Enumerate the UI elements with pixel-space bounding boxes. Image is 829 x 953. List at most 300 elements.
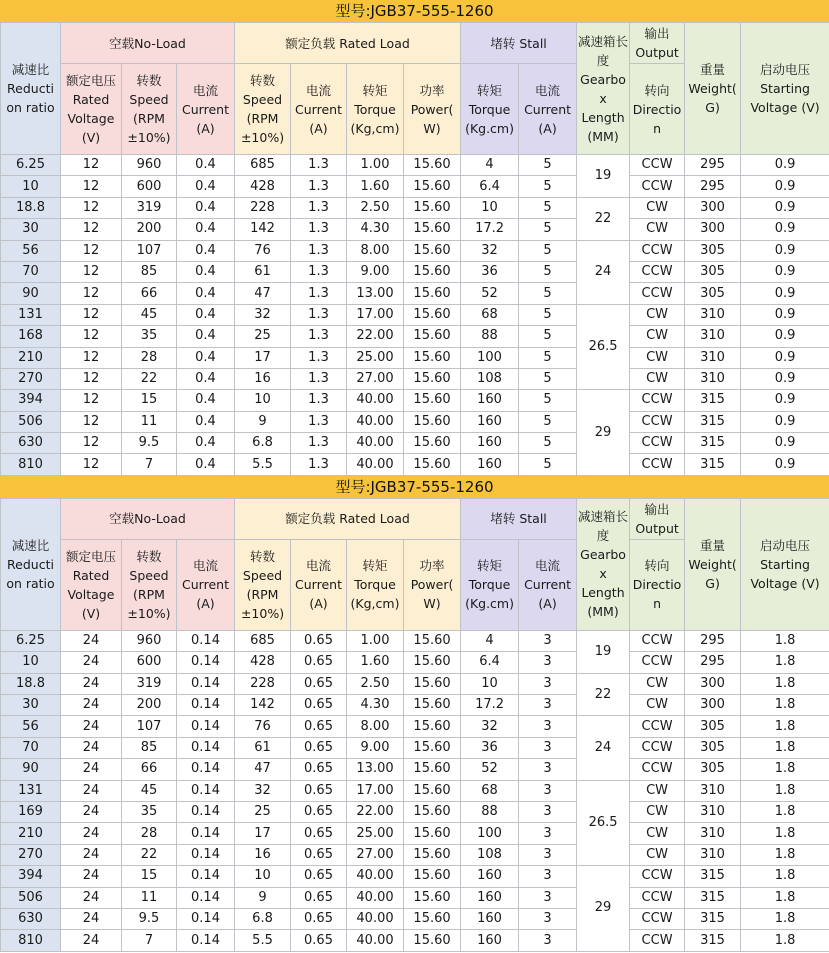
header-stall-current: 电流 Current (A) [519,539,577,630]
cell-rated-power: 15.60 [404,823,461,844]
cell-starting-voltage: 1.8 [741,866,829,887]
cell-starting-voltage: 0.9 [741,197,829,218]
cell-no-load-current: 0.4 [177,219,235,240]
cell-rated-speed: 685 [235,630,291,651]
cell-rated-voltage: 24 [61,652,122,673]
header-no-load: 空载No-Load [61,498,235,539]
cell-rated-torque: 4.30 [347,219,404,240]
table-row [1,197,829,218]
cell-rated-power: 15.60 [404,844,461,865]
cell-rated-voltage: 12 [61,219,122,240]
cell-rated-torque: 2.50 [347,673,404,694]
cell-stall-torque: 88 [461,801,519,822]
cell-rated-speed: 61 [235,737,291,758]
cell-no-load-speed: 45 [122,304,177,325]
cell-rated-torque: 25.00 [347,823,404,844]
cell-stall-torque: 52 [461,759,519,780]
cell-weight: 295 [685,176,741,197]
cell-rated-current: 0.65 [291,759,347,780]
cell-stall-current: 3 [519,823,577,844]
cell-direction: CW [630,801,685,822]
cell-weight: 310 [685,844,741,865]
cell-ratio: 131 [1,304,61,325]
cell-rated-speed: 25 [235,801,291,822]
cell-rated-power: 15.60 [404,454,461,475]
cell-starting-voltage: 0.9 [741,219,829,240]
cell-rated-power: 15.60 [404,347,461,368]
cell-stall-torque: 10 [461,197,519,218]
spec-table-body [1,155,829,476]
cell-rated-current: 0.65 [291,780,347,801]
cell-rated-current: 1.3 [291,368,347,389]
cell-no-load-current: 0.14 [177,866,235,887]
cell-rated-torque: 1.60 [347,176,404,197]
header-rated-voltage: 额定电压Rated Voltage (V) [61,64,122,155]
cell-stall-torque: 10 [461,673,519,694]
cell-rated-speed: 16 [235,844,291,865]
cell-stall-torque: 100 [461,347,519,368]
cell-ratio: 270 [1,844,61,865]
cell-ratio: 10 [1,652,61,673]
cell-direction: CCW [630,261,685,282]
cell-gearbox-length: 19 [577,155,630,198]
cell-rated-torque: 1.60 [347,652,404,673]
cell-ratio: 394 [1,866,61,887]
cell-rated-current: 1.3 [291,155,347,176]
cell-rated-voltage: 24 [61,930,122,951]
cell-no-load-current: 0.4 [177,283,235,304]
cell-starting-voltage: 1.8 [741,673,829,694]
cell-stall-torque: 88 [461,326,519,347]
cell-rated-current: 0.65 [291,737,347,758]
cell-rated-voltage: 12 [61,347,122,368]
cell-no-load-speed: 200 [122,219,177,240]
cell-no-load-speed: 22 [122,368,177,389]
model-title: 型号:JGB37-555-1260 [0,0,829,22]
cell-stall-torque: 4 [461,155,519,176]
cell-rated-torque: 40.00 [347,866,404,887]
cell-weight: 300 [685,673,741,694]
cell-rated-voltage: 12 [61,261,122,282]
cell-no-load-current: 0.14 [177,844,235,865]
cell-stall-current: 5 [519,304,577,325]
cell-stall-current: 5 [519,411,577,432]
header-rated-speed: 转数 Speed (RPM ±10%) [235,64,291,155]
cell-rated-torque: 1.00 [347,630,404,651]
cell-direction: CW [630,673,685,694]
cell-rated-speed: 47 [235,283,291,304]
cell-ratio: 6.25 [1,630,61,651]
header-starting-voltage: 启动电压 Starting Voltage (V) [741,498,829,630]
cell-rated-speed: 428 [235,176,291,197]
cell-starting-voltage: 0.9 [741,454,829,475]
cell-stall-current: 3 [519,801,577,822]
cell-rated-current: 1.3 [291,197,347,218]
cell-stall-torque: 17.2 [461,695,519,716]
cell-rated-voltage: 24 [61,866,122,887]
cell-stall-current: 3 [519,780,577,801]
cell-stall-current: 5 [519,368,577,389]
cell-rated-voltage: 12 [61,326,122,347]
cell-no-load-current: 0.4 [177,261,235,282]
cell-rated-torque: 27.00 [347,368,404,389]
cell-weight: 310 [685,780,741,801]
cell-stall-torque: 160 [461,930,519,951]
cell-starting-voltage: 1.8 [741,630,829,651]
table-row [1,801,829,822]
cell-rated-power: 15.60 [404,887,461,908]
cell-stall-current: 3 [519,716,577,737]
table-row [1,780,829,801]
cell-no-load-current: 0.4 [177,240,235,261]
cell-starting-voltage: 0.9 [741,368,829,389]
cell-rated-voltage: 12 [61,155,122,176]
cell-stall-current: 3 [519,887,577,908]
cell-no-load-current: 0.14 [177,930,235,951]
cell-rated-torque: 13.00 [347,759,404,780]
cell-rated-power: 15.60 [404,304,461,325]
cell-no-load-speed: 22 [122,844,177,865]
cell-rated-power: 15.60 [404,780,461,801]
cell-rated-voltage: 24 [61,780,122,801]
cell-direction: CW [630,219,685,240]
cell-rated-power: 15.60 [404,390,461,411]
cell-no-load-speed: 600 [122,652,177,673]
cell-no-load-speed: 9.5 [122,433,177,454]
cell-weight: 295 [685,652,741,673]
table-row [1,155,829,176]
cell-rated-current: 0.65 [291,866,347,887]
cell-ratio: 270 [1,368,61,389]
cell-rated-speed: 228 [235,673,291,694]
cell-no-load-current: 0.14 [177,695,235,716]
table-row [1,261,829,282]
cell-rated-voltage: 12 [61,390,122,411]
cell-gearbox-length: 24 [577,716,630,780]
cell-rated-voltage: 24 [61,823,122,844]
table-row [1,737,829,758]
cell-rated-current: 1.3 [291,454,347,475]
header-output: 输出 Output [630,498,685,539]
cell-stall-torque: 160 [461,433,519,454]
table-row [1,219,829,240]
cell-rated-voltage: 12 [61,454,122,475]
cell-starting-voltage: 0.9 [741,155,829,176]
cell-weight: 295 [685,630,741,651]
cell-no-load-current: 0.14 [177,652,235,673]
header-no-load-speed: 转数 Speed (RPM ±10%) [122,539,177,630]
cell-starting-voltage: 1.8 [741,930,829,951]
cell-direction: CCW [630,652,685,673]
cell-stall-current: 3 [519,908,577,929]
cell-rated-speed: 9 [235,887,291,908]
cell-weight: 310 [685,326,741,347]
cell-starting-voltage: 0.9 [741,240,829,261]
cell-rated-voltage: 12 [61,368,122,389]
header-rated-torque: 转矩 Torque (Kg,cm) [347,64,404,155]
cell-rated-voltage: 12 [61,197,122,218]
cell-weight: 305 [685,737,741,758]
cell-starting-voltage: 0.9 [741,176,829,197]
cell-no-load-speed: 28 [122,823,177,844]
cell-gearbox-length: 26.5 [577,780,630,866]
cell-rated-current: 1.3 [291,433,347,454]
cell-no-load-current: 0.14 [177,780,235,801]
cell-ratio: 168 [1,326,61,347]
cell-direction: CCW [630,887,685,908]
cell-stall-torque: 4 [461,630,519,651]
cell-no-load-speed: 200 [122,695,177,716]
cell-ratio: 810 [1,454,61,475]
cell-ratio: 18.8 [1,197,61,218]
cell-rated-current: 0.65 [291,844,347,865]
header-direction: 转向 Directio n [630,539,685,630]
header-weight: 重量 Weight( G) [685,23,741,155]
spec-table-body [1,630,829,951]
cell-rated-torque: 2.50 [347,197,404,218]
cell-ratio: 131 [1,780,61,801]
cell-no-load-speed: 85 [122,261,177,282]
cell-stall-torque: 160 [461,411,519,432]
cell-rated-torque: 22.00 [347,326,404,347]
cell-stall-current: 3 [519,759,577,780]
cell-no-load-speed: 960 [122,630,177,651]
cell-starting-voltage: 0.9 [741,261,829,282]
header-rated-speed: 转数 Speed (RPM ±10%) [235,539,291,630]
cell-ratio: 394 [1,390,61,411]
cell-rated-torque: 40.00 [347,908,404,929]
cell-gearbox-length: 22 [577,197,630,240]
header-rated-current: 电流 Current (A) [291,539,347,630]
cell-weight: 315 [685,908,741,929]
header-no-load-current: 电流 Current (A) [177,539,235,630]
cell-direction: CW [630,823,685,844]
cell-rated-current: 0.65 [291,716,347,737]
header-rated-load: 额定负载 Rated Load [235,23,461,64]
cell-rated-current: 0.65 [291,908,347,929]
cell-ratio: 210 [1,347,61,368]
table-row [1,695,829,716]
cell-weight: 315 [685,930,741,951]
cell-rated-power: 15.60 [404,801,461,822]
cell-stall-current: 3 [519,673,577,694]
table-row [1,347,829,368]
cell-gearbox-length: 29 [577,866,630,952]
table-row [1,240,829,261]
cell-rated-power: 15.60 [404,261,461,282]
cell-rated-voltage: 24 [61,630,122,651]
cell-no-load-current: 0.14 [177,737,235,758]
cell-rated-power: 15.60 [404,411,461,432]
cell-direction: CW [630,197,685,218]
cell-no-load-speed: 9.5 [122,908,177,929]
cell-stall-current: 5 [519,433,577,454]
cell-rated-speed: 32 [235,304,291,325]
cell-rated-current: 0.65 [291,801,347,822]
header-starting-voltage: 启动电压 Starting Voltage (V) [741,23,829,155]
cell-rated-current: 0.65 [291,823,347,844]
cell-no-load-speed: 107 [122,716,177,737]
cell-rated-speed: 6.8 [235,433,291,454]
cell-ratio: 30 [1,219,61,240]
cell-rated-speed: 5.5 [235,930,291,951]
header-direction: 转向 Directio n [630,64,685,155]
cell-rated-power: 15.60 [404,219,461,240]
cell-starting-voltage: 0.9 [741,304,829,325]
table-row [1,759,829,780]
cell-weight: 300 [685,219,741,240]
cell-weight: 315 [685,411,741,432]
cell-stall-torque: 160 [461,887,519,908]
cell-stall-current: 5 [519,197,577,218]
cell-rated-voltage: 12 [61,240,122,261]
cell-no-load-speed: 600 [122,176,177,197]
header-rated-power: 功率 Power( W) [404,539,461,630]
cell-starting-voltage: 1.8 [741,801,829,822]
cell-no-load-speed: 35 [122,326,177,347]
cell-gearbox-length: 24 [577,240,630,304]
cell-rated-voltage: 24 [61,673,122,694]
header-reduction-ratio: 减速比Reducti on ratio [1,23,61,155]
cell-stall-torque: 160 [461,908,519,929]
cell-weight: 305 [685,283,741,304]
cell-rated-speed: 32 [235,780,291,801]
cell-rated-voltage: 12 [61,433,122,454]
cell-ratio: 210 [1,823,61,844]
cell-stall-current: 5 [519,261,577,282]
cell-no-load-current: 0.4 [177,197,235,218]
cell-weight: 315 [685,887,741,908]
table-row [1,176,829,197]
cell-starting-voltage: 1.8 [741,716,829,737]
cell-direction: CCW [630,390,685,411]
cell-no-load-speed: 35 [122,801,177,822]
cell-ratio: 169 [1,801,61,822]
cell-ratio: 56 [1,716,61,737]
cell-no-load-current: 0.4 [177,326,235,347]
cell-rated-speed: 47 [235,759,291,780]
header-stall-torque: 转矩 Torque (Kg.cm) [461,539,519,630]
table-row [1,866,829,887]
cell-gearbox-length: 19 [577,630,630,673]
cell-weight: 310 [685,823,741,844]
cell-weight: 305 [685,240,741,261]
cell-starting-voltage: 1.8 [741,844,829,865]
cell-rated-torque: 4.30 [347,695,404,716]
cell-rated-current: 1.3 [291,347,347,368]
cell-weight: 305 [685,759,741,780]
cell-rated-speed: 76 [235,716,291,737]
cell-stall-torque: 32 [461,240,519,261]
cell-rated-power: 15.60 [404,368,461,389]
cell-weight: 310 [685,347,741,368]
cell-weight: 315 [685,390,741,411]
cell-rated-torque: 9.00 [347,737,404,758]
table-row [1,411,829,432]
cell-starting-voltage: 0.9 [741,390,829,411]
cell-rated-speed: 10 [235,866,291,887]
header-output: 输出 Output [630,23,685,64]
cell-stall-current: 5 [519,283,577,304]
cell-direction: CW [630,780,685,801]
cell-gearbox-length: 22 [577,673,630,716]
cell-stall-torque: 68 [461,780,519,801]
cell-stall-current: 5 [519,240,577,261]
spec-block-12v [0,0,829,476]
cell-starting-voltage: 1.8 [741,780,829,801]
cell-starting-voltage: 1.8 [741,695,829,716]
cell-rated-current: 0.65 [291,695,347,716]
cell-rated-speed: 142 [235,695,291,716]
table-row [1,887,829,908]
cell-stall-torque: 36 [461,261,519,282]
cell-no-load-current: 0.4 [177,304,235,325]
cell-rated-torque: 40.00 [347,454,404,475]
cell-rated-speed: 142 [235,219,291,240]
cell-rated-power: 15.60 [404,240,461,261]
header-no-load-speed: 转数 Speed (RPM ±10%) [122,64,177,155]
cell-no-load-current: 0.14 [177,823,235,844]
cell-direction: CCW [630,155,685,176]
table-row [1,304,829,325]
cell-rated-voltage: 24 [61,716,122,737]
cell-starting-voltage: 1.8 [741,823,829,844]
cell-no-load-current: 0.14 [177,759,235,780]
table-row [1,844,829,865]
cell-starting-voltage: 1.8 [741,908,829,929]
cell-starting-voltage: 0.9 [741,326,829,347]
cell-direction: CW [630,695,685,716]
cell-gearbox-length: 26.5 [577,304,630,390]
table-row [1,283,829,304]
cell-direction: CCW [630,908,685,929]
cell-rated-speed: 17 [235,823,291,844]
cell-rated-voltage: 12 [61,283,122,304]
cell-no-load-current: 0.4 [177,155,235,176]
cell-rated-torque: 17.00 [347,780,404,801]
cell-stall-current: 5 [519,176,577,197]
cell-no-load-current: 0.4 [177,454,235,475]
cell-weight: 300 [685,695,741,716]
cell-rated-speed: 5.5 [235,454,291,475]
cell-stall-torque: 160 [461,866,519,887]
cell-no-load-current: 0.14 [177,630,235,651]
header-no-load: 空载No-Load [61,23,235,64]
cell-rated-speed: 61 [235,261,291,282]
cell-direction: CW [630,326,685,347]
header-rated-torque: 转矩 Torque (Kg,cm) [347,539,404,630]
cell-rated-torque: 40.00 [347,390,404,411]
cell-ratio: 30 [1,695,61,716]
cell-starting-voltage: 0.9 [741,347,829,368]
table-row [1,368,829,389]
cell-direction: CCW [630,411,685,432]
cell-rated-torque: 27.00 [347,844,404,865]
cell-rated-torque: 40.00 [347,433,404,454]
cell-no-load-current: 0.4 [177,368,235,389]
cell-rated-current: 1.3 [291,261,347,282]
cell-rated-current: 0.65 [291,930,347,951]
cell-rated-power: 15.60 [404,283,461,304]
cell-no-load-speed: 7 [122,930,177,951]
cell-direction: CW [630,304,685,325]
header-gearbox-length: 减速箱长度Gearbo x Length (MM) [577,23,630,155]
cell-stall-current: 3 [519,844,577,865]
cell-rated-voltage: 24 [61,887,122,908]
header-rated-current: 电流 Current (A) [291,64,347,155]
model-title: 型号:JGB37-555-1260 [0,476,829,498]
cell-ratio: 18.8 [1,673,61,694]
